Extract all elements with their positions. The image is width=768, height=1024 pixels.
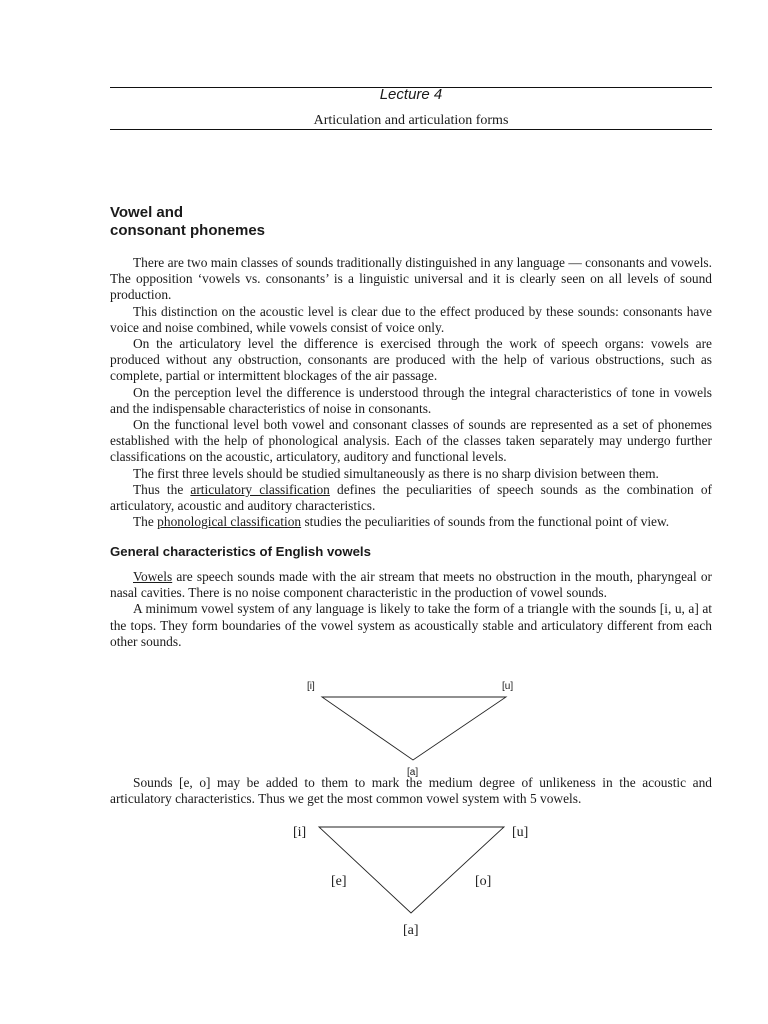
paragraph-phonological: The phonological classification studies the peculiarities of sounds from the functional point of view. [133,514,670,530]
paragraph: On the functional level both vowel and consonant classes of sounds are represented as a set of phonemes established with the help of phonological analysis. Each of the classes taken separately may undergo further classifications on the acoustic, articulatory, auditory and functional levels. [110,417,712,465]
triangle-shape [322,697,506,760]
paragraph-minimum-system: A minimum vowel system of any language is likely to take the form of a triangle with the sounds [i, u, a] at the tops. They form boundaries of the vowel system as acoustically stable and articulatory different from each other sounds. [110,601,712,649]
lecture-number: Lecture 4 [379,86,443,103]
label-e: [e] [331,874,347,889]
section-title [110,204,265,240]
label-u: [u] [512,825,529,840]
label-o: [o] [475,874,492,889]
vowel-triangle-diagram [110,674,712,778]
section-title-line2: consonant phonemes [110,222,266,239]
paragraph: On the articulatory level the difference is exercised through the work of speech organs: vowels are produced without any obstruction, consonants are produced with the help of various obstructions, such as complete, partial or intermittent blockages of the air passage. [110,336,712,384]
paragraph: On the perception level the difference is understood through the integral characteristics of tone in vowels and the indispensable characteristics of noise in consonants. [110,384,712,416]
paragraph: There are two main classes of sounds traditionally distinguished in any language — consonants and vowels. The opposition ‘vowels vs. consonants’ is a linguistic universal and it is clearly seen on all levels of sound production. [110,255,712,303]
sounds-text [110,775,712,807]
subheading-english-vowels: General characteristics of English vowels [110,544,371,559]
label-a: [a] [407,767,419,778]
five-vowel-triangle-diagram [110,818,712,948]
paragraph: This distinction on the acoustic level is clear due to the effect produced by these sounds: consonants have voice and noise combined, while vowels consist of voice only. [110,303,712,335]
paragraph: The first three levels should be studied simultaneously as there is no sharp division between them. [133,465,659,481]
header-bottom-rule [110,129,712,130]
triangle-shape [319,827,504,913]
phonological-classification-term: phonological classification [157,514,302,530]
label-i: [i] [307,681,315,692]
articulatory-classification-term: articulatory classification [190,481,330,497]
vowels-text [110,569,712,650]
label-a: [a] [403,923,419,938]
section-title-line1: Vowel and [110,204,184,221]
vowels-term: Vowels [133,569,173,584]
paragraph-articulatory: Thus the articulatory classification defines the peculiarities of speech sounds as the combination of articulatory, acoustic and auditory characteristics. [110,481,712,514]
label-i: [i] [293,825,307,840]
paragraph-vowels: Vowels are speech sounds made with the air stream that meets no obstruction in the mouth, pharyngeal or nasal cavities. There is no noise component characteristic in the production of vowel sounds. [110,569,712,601]
paragraph-sounds: Sounds [e, o] may be added to them to mark the medium degree of unlikeness in the acoustic and articulatory characteristics. Thus we get the most common vowel system with 5 vowels. [110,775,712,807]
lecture-subtitle: Articulation and articulation forms [313,113,509,128]
label-u: [u] [502,681,514,692]
intro-text [110,255,712,530]
